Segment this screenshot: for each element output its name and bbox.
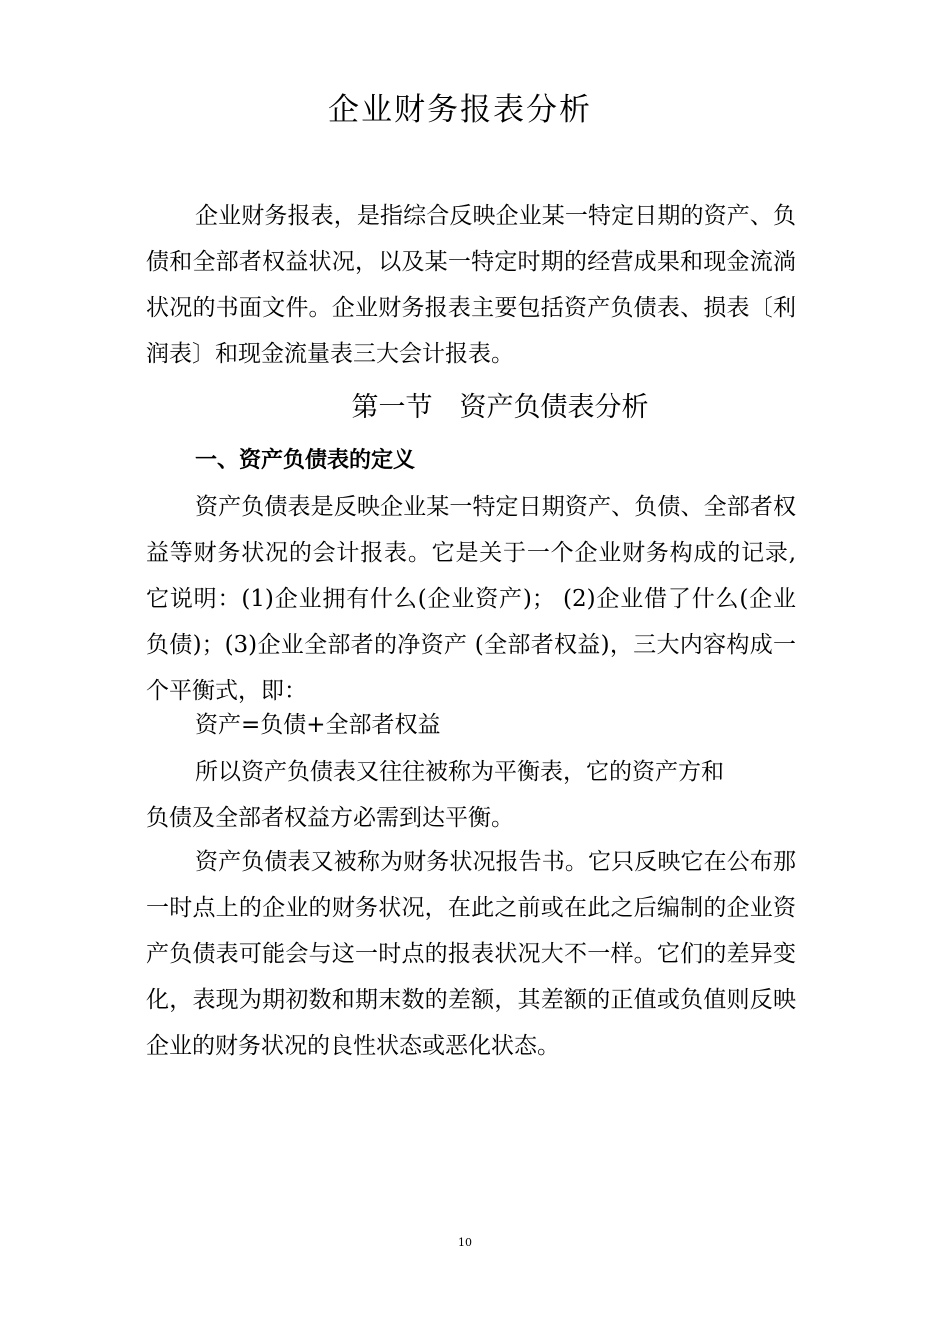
balance-equation: 资产=负债+全部者权益 xyxy=(195,712,441,738)
balance-paragraph-line-1: 所以资产负债表又往往被称为平衡表，它的资产方和 xyxy=(195,759,724,785)
balance-paragraph-line-2: 负债及全部者权益方必需到达平衡。 xyxy=(146,805,514,831)
financial-position-paragraph: 资产负债表又被称为财务状况报告书。它只反映它在公布那一时点上的企业的财务状况，在此之前或在此之后编制的企业资产负债表可能会与这一时点的报表状况大不一样。它们的差异变化，表现为期初数和期末数的差额，其差额的正值或负值则反映企业的财务状况的良性状态或恶化状态。 xyxy=(146,849,796,1059)
definition-paragraph: 资产负债表是反映企业某一特定日期资产、负债、全部者权益等财务状况的会计报表。它是关于一个企业财务构成的记录,它说明：(1)企业拥有什么(企业资产)； (2)企业借了什么(企业负债)；(3)企业全部者的净资产 (全部者权益)，三大内容构成一个平衡式，即： xyxy=(146,494,796,704)
intro-paragraph: 企业财务报表，是指综合反映企业某一特定日期的资产、负债和全部者权益状况，以及某一特定时期的经营成果和现金流淌状况的书面文件。企业财务报表主要包括资产负债表、损表〔利润表〕和现金流量表三大会计报表。 xyxy=(146,203,796,367)
section-title: 第一节 资产负债表分析 xyxy=(351,392,649,423)
page-number: 10 xyxy=(458,1236,472,1249)
document-title: 企业财务报表分析 xyxy=(328,92,592,128)
subheading-definition: 一、资产负债表的定义 xyxy=(195,448,416,473)
